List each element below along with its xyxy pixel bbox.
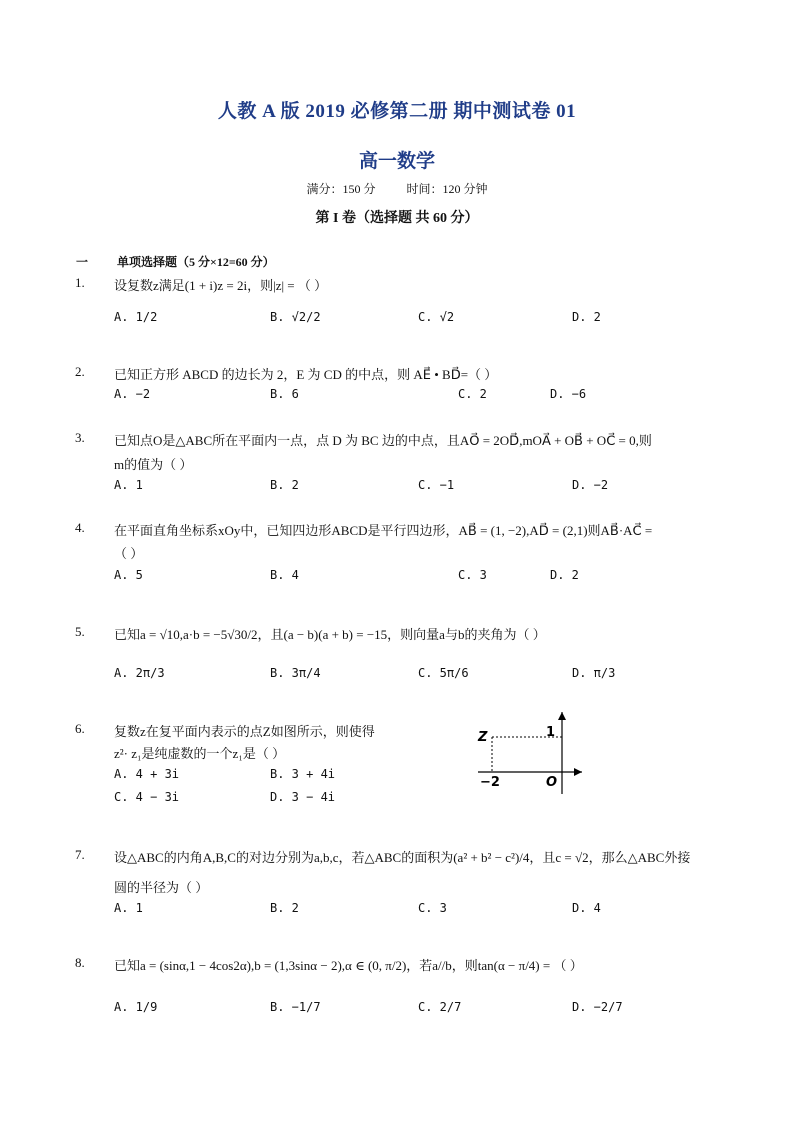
- question-stem: 复数z在复平面内表示的点Z如图所示，则使得: [114, 724, 375, 739]
- section-heading: [76, 253, 275, 270]
- option-c: C. 2/7: [418, 1000, 462, 1014]
- x-axis-arrow: [574, 768, 582, 776]
- part-heading: 第 I 卷（选择题 共 60 分）: [315, 211, 479, 226]
- question-stem-continued: m的值为（ ）: [114, 457, 193, 472]
- question-stem: 设△ABC的内角A,B,C的对边分别为a,b,c，若△ABC的面积为(a² + b² − c²)/4，且c = √2，那么△ABC外接: [114, 850, 691, 865]
- question-stem: 设复数z满足(1 + i)z = 2i，则|z| = （ ）: [114, 278, 328, 293]
- option-a: A. 5: [114, 568, 143, 582]
- option-d: D. 4: [572, 901, 601, 915]
- question-number: 2.: [75, 364, 85, 379]
- question-number: 5.: [75, 624, 85, 639]
- question-number: 3.: [75, 430, 85, 445]
- exam-info: [0, 180, 794, 197]
- question-stem-continued: z²· z₁是纯虚数的一个z₁是（ ）: [114, 746, 286, 761]
- question-number: 6.: [75, 721, 85, 736]
- document-title: 人教 A 版 2019 必修第二册 期中测试卷 01: [217, 101, 577, 122]
- option-d: D. 3 − 4i: [270, 790, 336, 804]
- option-a: A. 4 + 3i: [114, 767, 180, 781]
- option-b: B. 6: [270, 387, 299, 401]
- origin-label: O: [546, 775, 558, 790]
- question-stem: 已知a = (sinα,1 − 4cos2α),b = (1,3sinα − 2),α ∈ (0, π/2)，若a//b，则tan(α − π/4) = （ ）: [114, 958, 583, 973]
- option-c: C. −1: [418, 478, 455, 492]
- option-c: C. 5π/6: [418, 666, 469, 680]
- option-a: A. 1/9: [114, 1000, 158, 1014]
- complex-plane-figure: [470, 706, 590, 798]
- option-c: C. 3: [458, 568, 487, 582]
- option-d: D. π/3: [572, 666, 616, 680]
- section-number: 一: [76, 255, 89, 269]
- option-c: C. 4 − 3i: [114, 790, 180, 804]
- question-stem: 已知a = √10,a·b = −5√30/2，且(a − b)(a + b) = −15，则向量a与b的夹角为（ ）: [114, 627, 546, 642]
- option-c: C. √2: [418, 310, 455, 324]
- option-d: D. −6: [550, 387, 587, 401]
- option-a: A. 1: [114, 478, 143, 492]
- question-stem-continued: （ ）: [114, 546, 144, 561]
- question-stem: 在平面直角坐标系xOy中，已知四边形ABCD是平行四边形，AB⃗ = (1, −2),AD⃗ = (2,1)则AB⃗·AC⃗ =: [114, 523, 653, 538]
- option-b: B. 3 + 4i: [270, 767, 336, 781]
- option-c: C. 2: [458, 387, 487, 401]
- option-d: D. 2: [572, 310, 601, 324]
- option-a: A. 1: [114, 901, 143, 915]
- option-b: B. √2/2: [270, 310, 321, 324]
- question-number: 4.: [75, 520, 85, 535]
- option-b: B. −1/7: [270, 1000, 321, 1014]
- option-d: D. 2: [550, 568, 579, 582]
- option-d: D. −2: [572, 478, 609, 492]
- full-score: 满分：150 分: [306, 182, 376, 196]
- y-tick-label: 1: [546, 725, 556, 740]
- option-b: B. 2: [270, 478, 299, 492]
- option-b: B. 3π/4: [270, 666, 321, 680]
- option-a: A. 1/2: [114, 310, 158, 324]
- option-b: B. 4: [270, 568, 299, 582]
- question-number: 7.: [75, 847, 85, 862]
- question-stem: 已知正方形 ABCD 的边长为 2，E 为 CD 的中点，则 AE⃗ • BD⃗=（ ）: [114, 367, 498, 382]
- y-axis-arrow: [558, 712, 566, 720]
- question-stem: 已知点O是△ABC所在平面内一点，点 D 为 BC 边的中点，且AO⃗ = 2OD⃗,mOA⃗ + OB⃗ + OC⃗ = 0,则: [114, 433, 652, 448]
- option-a: A. 2π/3: [114, 666, 165, 680]
- option-d: D. −2/7: [572, 1000, 623, 1014]
- option-a: A. −2: [114, 387, 151, 401]
- subject-heading: 高一数学: [358, 151, 435, 172]
- question-number: 1.: [75, 275, 85, 290]
- option-c: C. 3: [418, 901, 447, 915]
- x-tick-label: −2: [480, 775, 500, 790]
- point-z-label: Z: [478, 730, 488, 745]
- section-title: 单项选择题（5 分×12=60 分）: [117, 255, 275, 269]
- time-limit: 时间：120 分钟: [406, 182, 488, 196]
- question-stem-continued: 圆的半径为（ ）: [114, 880, 209, 895]
- question-number: 8.: [75, 955, 85, 970]
- option-b: B. 2: [270, 901, 299, 915]
